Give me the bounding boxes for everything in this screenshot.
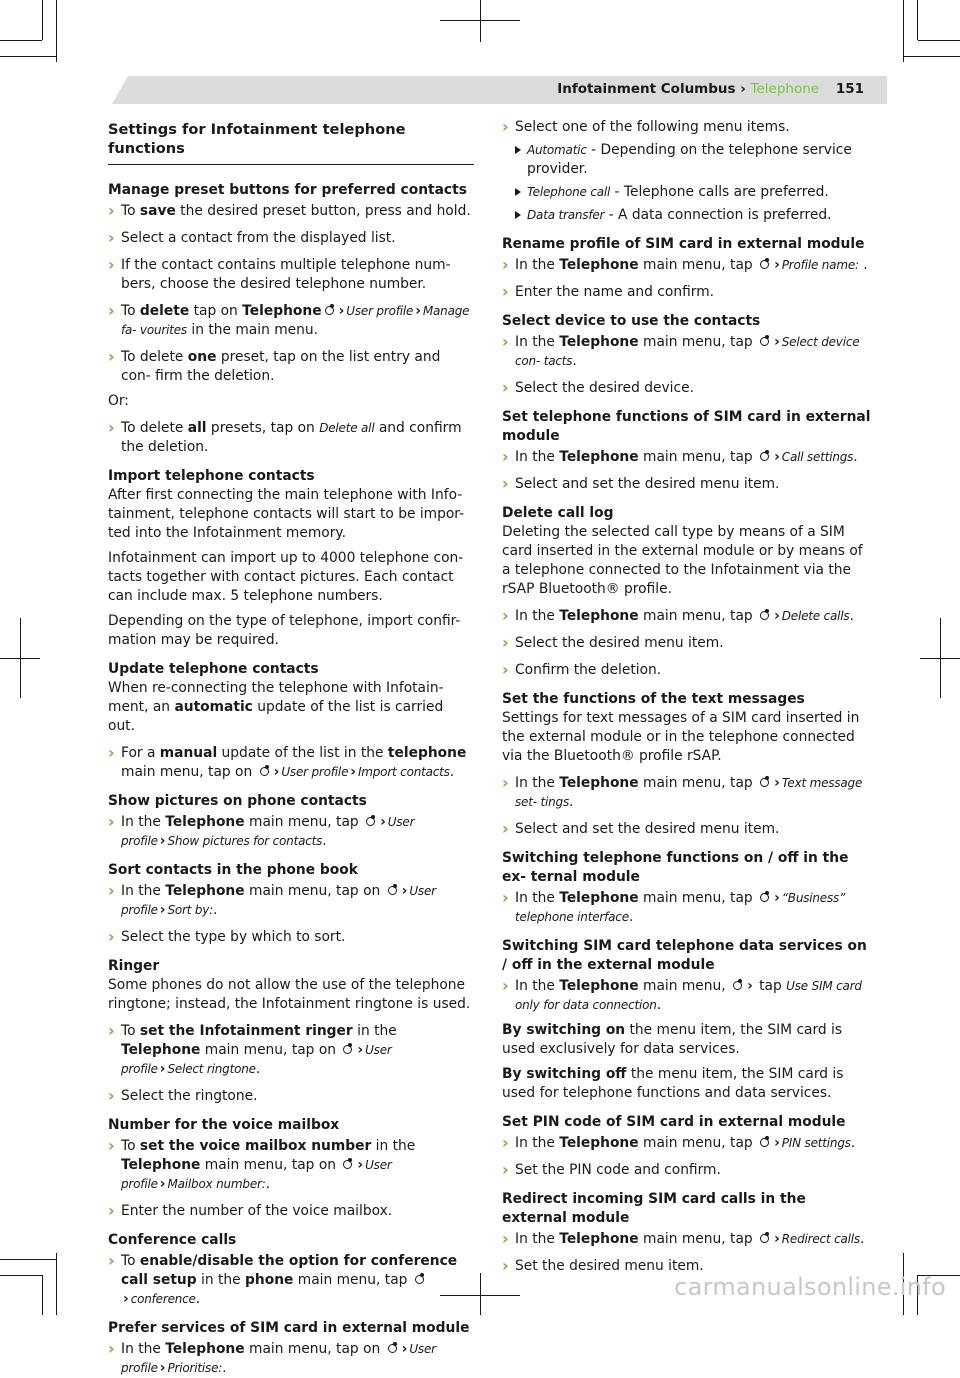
step: › To set the voice mailbox number in the Telephone main menu, tap on › User profile › Mailbox number:. xyxy=(108,1137,474,1194)
option-item: Data transfer - A data connection is preferred. xyxy=(502,206,872,225)
menu-item: Import contacts xyxy=(357,765,450,779)
settings-gear-icon xyxy=(759,1137,770,1148)
crop-mark xyxy=(20,618,21,698)
menu-item: Mailbox number: xyxy=(167,1177,266,1191)
settings-gear-icon xyxy=(342,1159,353,1170)
crop-mark xyxy=(917,0,918,40)
settings-gear-icon xyxy=(387,885,398,896)
crop-mark xyxy=(0,40,42,41)
settings-gear-icon xyxy=(324,305,335,316)
crop-mark xyxy=(480,1273,481,1315)
settings-gear-icon xyxy=(732,980,743,991)
heading-telephone-functions: Set telephone functions of SIM card in external module xyxy=(502,409,871,444)
menu-item: Text message set- tings xyxy=(515,776,863,809)
menu-item: Data transfer xyxy=(527,208,605,222)
heading-data-services: Switching SIM card telephone data services on / off in the external module xyxy=(502,938,867,973)
left-column xyxy=(108,118,474,1378)
settings-gear-icon xyxy=(759,777,770,788)
crop-mark xyxy=(56,0,57,62)
step: › Select a contact from the displayed list. xyxy=(108,229,474,248)
step: › To delete tap on Telephone › User profile › Manage fa- vourites in the main menu. xyxy=(108,302,474,340)
settings-gear-icon xyxy=(759,892,770,903)
step: › Select the type by which to sort. xyxy=(108,928,474,947)
heading-import-contacts: Import telephone contacts xyxy=(108,468,315,484)
menu-item: Telephone call xyxy=(527,185,611,199)
step: › Select one of the following menu items. xyxy=(502,118,872,137)
paragraph: Settings for text messages of a SIM card inserted in the external module or in the telephone connected via the Bluetooth® profile rSAP. xyxy=(502,710,860,764)
paragraph: Depending on the type of telephone, import confir- mation may be required. xyxy=(108,613,461,648)
step: › To set the Infotainment ringer in the Telephone main menu, tap on › User profile › Select ringtone. xyxy=(108,1022,474,1079)
heading-sort-contacts: Sort contacts in the phone book xyxy=(108,862,358,878)
heading-update-contacts: Update telephone contacts xyxy=(108,661,319,677)
crop-mark xyxy=(0,1275,42,1276)
menu-item: Automatic xyxy=(527,143,587,157)
header-chapter: Infotainment Columbus xyxy=(557,81,736,97)
step: › To enable/disable the option for conference call setup in the phone main menu, tap › conference. xyxy=(108,1252,474,1309)
heading-prefer-services: Prefer services of SIM card in external module xyxy=(108,1320,470,1336)
paragraph: By switching off the menu item, the SIM card is used for telephone functions and data services. xyxy=(502,1066,844,1101)
menu-item: Prioritise: xyxy=(167,1361,223,1375)
crop-mark xyxy=(940,618,941,698)
heading-text-messages: Set the functions of the text messages xyxy=(502,691,805,707)
step: › Select and set the desired menu item. xyxy=(502,475,872,494)
settings-gear-icon xyxy=(759,259,770,270)
step: › Enter the name and confirm. xyxy=(502,283,872,302)
heading-show-pictures: Show pictures on phone contacts xyxy=(108,793,367,809)
step: › Enter the number of the voice mailbox. xyxy=(108,1202,474,1221)
step: › In the Telephone main menu, tap › “Business” telephone interface. xyxy=(502,889,872,927)
step: › For a manual update of the list in the telephone main menu, tap on › User profile › Import contacts. xyxy=(108,744,474,782)
menu-item: User profile xyxy=(121,884,436,917)
heading-ringer: Ringer xyxy=(108,958,160,974)
step: › To save the desired preset button, press and hold. xyxy=(108,202,474,221)
menu-item: User profile xyxy=(346,304,414,318)
step: › In the Telephone main menu, tap › Text message set- tings. xyxy=(502,774,872,812)
settings-gear-icon xyxy=(259,766,270,777)
heading-voice-mailbox: Number for the voice mailbox xyxy=(108,1117,340,1133)
menu-item: Manage fa- vourites xyxy=(121,304,470,337)
paragraph: By switching on the menu item, the SIM card is used exclusively for data services. xyxy=(502,1022,843,1057)
step: › In the Telephone main menu, tap › Call settings. xyxy=(502,448,872,467)
step: › Set the desired menu item. xyxy=(502,1257,872,1276)
heading-pin-code: Set PIN code of SIM card in external module xyxy=(502,1114,846,1130)
settings-gear-icon xyxy=(365,816,376,827)
menu-item: conference xyxy=(130,1292,196,1306)
heading-rename-profile: Rename profile of SIM card in external module xyxy=(502,236,865,252)
crop-mark xyxy=(42,0,43,40)
paragraph: Or: xyxy=(108,393,129,409)
menu-item: Delete all xyxy=(319,421,375,435)
menu-item: Redirect calls xyxy=(781,1232,860,1246)
settings-gear-icon xyxy=(759,1233,770,1244)
menu-item: User profile xyxy=(121,1342,436,1375)
menu-item: “Business” telephone interface xyxy=(515,891,846,924)
watermark: carmanualsonline.info xyxy=(674,1273,946,1301)
heading-delete-call-log: Delete call log xyxy=(502,505,614,521)
menu-item: User profile xyxy=(121,815,415,848)
paragraph: After first connecting the main telephone with Info- tainment, telephone contacts will start to be impor- ted into the Infotainment memory. xyxy=(108,487,465,541)
settings-gear-icon xyxy=(759,451,770,462)
crop-mark xyxy=(903,0,904,62)
step: › In the Telephone main menu, tap › Delete calls. xyxy=(502,607,872,626)
header-separator: › xyxy=(740,81,746,97)
menu-item: Select ringtone xyxy=(167,1062,256,1076)
step: › In the Telephone main menu, tap › User profile › Show pictures for contacts. xyxy=(108,813,474,851)
step: › In the Telephone main menu, tap on › User profile › Sort by:. xyxy=(108,882,474,920)
crop-mark xyxy=(918,40,960,41)
menu-item: Call settings xyxy=(781,450,854,464)
step: › In the Telephone main menu, tap on › User profile › Prioritise:. xyxy=(108,1340,474,1378)
page-number: 151 xyxy=(835,81,864,97)
crop-mark xyxy=(0,1259,56,1260)
settings-gear-icon xyxy=(387,1343,398,1354)
settings-gear-icon xyxy=(342,1044,353,1055)
crop-mark xyxy=(42,1275,43,1315)
step: › Set the PIN code and confirm. xyxy=(502,1161,872,1180)
step: › To delete one preset, tap on the list entry and con- firm the deletion. xyxy=(108,348,474,386)
header-section: Telephone xyxy=(750,81,820,97)
step: › Confirm the deletion. xyxy=(502,661,872,680)
step: › Select the desired device. xyxy=(502,379,872,398)
crop-mark xyxy=(0,56,56,57)
settings-gear-icon xyxy=(414,1274,425,1285)
paragraph: Deleting the selected call type by means of a SIM card inserted in the external module or by means of a telephone connected to the Infotainment via the rSAP Bluetooth® profile. xyxy=(502,524,863,597)
step: › In the Telephone main menu, › tap Use SIM card only for data connection. xyxy=(502,977,872,1015)
step: › To delete all presets, tap on Delete all and confirm the deletion. xyxy=(108,419,474,457)
heading-conference-calls: Conference calls xyxy=(108,1232,237,1248)
menu-item: Select device con- tacts xyxy=(515,335,860,368)
step: › If the contact contains multiple telephone num- bers, choose the desired telephone number. xyxy=(108,256,474,294)
step: › Select the ringtone. xyxy=(108,1087,474,1106)
menu-item: User profile xyxy=(121,1158,392,1191)
menu-item: Use SIM card only for data connection xyxy=(515,979,862,1012)
option-item: Automatic - Depending on the telephone service provider. xyxy=(502,141,872,179)
heading-select-device: Select device to use the contacts xyxy=(502,313,761,329)
crop-mark xyxy=(480,0,481,42)
step: › In the Telephone main menu, tap › Redirect calls. xyxy=(502,1230,872,1249)
heading-switching-functions: Switching telephone functions on / off in the ex- ternal module xyxy=(502,850,849,885)
right-column xyxy=(502,118,872,1276)
menu-item: Show pictures for contacts xyxy=(167,834,323,848)
option-item: Telephone call - Telephone calls are preferred. xyxy=(502,183,872,202)
step: › In the Telephone main menu, tap › PIN settings. xyxy=(502,1134,872,1153)
step: › In the Telephone main menu, tap › Profile name: . xyxy=(502,256,872,275)
settings-gear-icon xyxy=(759,336,770,347)
heading-redirect-calls: Redirect incoming SIM card calls in the external module xyxy=(502,1191,806,1226)
paragraph: Some phones do not allow the use of the telephone ringtone; instead, the Infotainment ringtone is used. xyxy=(108,977,471,1012)
heading-preset-buttons: Manage preset buttons for preferred contacts xyxy=(108,182,467,198)
section-title: Settings for Infotainment telephone functions xyxy=(108,118,474,165)
menu-item: User profile xyxy=(121,1043,392,1076)
menu-item: User profile xyxy=(281,765,349,779)
menu-item: Sort by: xyxy=(167,903,214,917)
step: › Select the desired menu item. xyxy=(502,634,872,653)
page-header xyxy=(557,81,864,97)
menu-item: Delete calls xyxy=(781,609,850,623)
crop-mark xyxy=(56,1253,57,1315)
settings-gear-icon xyxy=(759,610,770,621)
menu-item: Profile name: xyxy=(781,258,859,272)
crop-mark xyxy=(903,56,960,57)
step: › In the Telephone main menu, tap › Select device con- tacts. xyxy=(502,333,872,371)
step: › Select and set the desired menu item. xyxy=(502,820,872,839)
paragraph: When re-connecting the telephone with Infotain- ment, an automatic update of the list is carried out. xyxy=(108,680,444,734)
menu-item: PIN settings xyxy=(781,1136,851,1150)
paragraph: Infotainment can import up to 4000 telephone con- tacts together with contact pictures. Each contact can include max. 5 telephone numbers. xyxy=(108,550,464,604)
